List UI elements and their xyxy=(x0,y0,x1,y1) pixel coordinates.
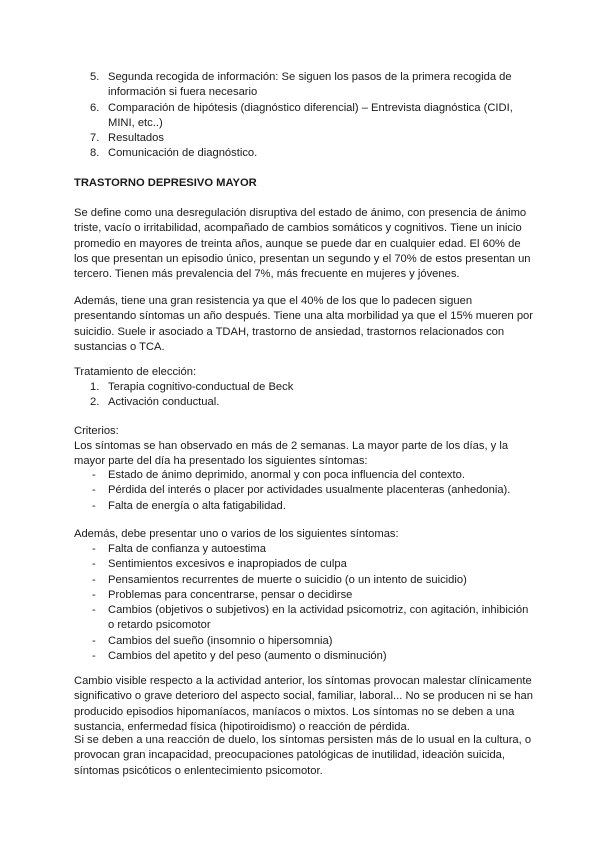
list-item: - Falta de energía o alta fatigabilidad. xyxy=(92,499,286,512)
extra-symptoms-list xyxy=(74,542,536,664)
list-item: 5. Segunda recogida de información: Se siguen los pasos de la primera recogida de información si fuera necesario xyxy=(90,71,512,99)
list-item: 7. Resultados xyxy=(90,132,164,145)
grief-paragraph: Si se deben a una reacción de duelo, los síntomas persisten más de lo usual en la cultura, o provocan gran incapacidad, preocupaciones patológicas de inutilidad, ideación suicida, síntomas psicóticos o enlentecimiento psicomotor. xyxy=(74,734,532,777)
treatment-list xyxy=(74,380,536,411)
resistance-paragraph: Además, tiene una gran resistencia ya que el 40% de los que lo padecen siguen presentando síntomas un año después. Tiene una alta morbilidad ya que el 15% mueren por suicidio. Suele ir asociado a TDAH, trastorno de ansiedad, trastornos relacionados con sustancias o TCA. xyxy=(74,295,533,353)
list-item: - Pensamientos recurrentes de muerte o suicidio (o un intento de suicidio) xyxy=(92,573,467,586)
clinical-paragraph: Cambio visible respecto a la actividad anterior, los síntomas provocan malestar clínicamente significativo o grave deterioro del aspecto social, familiar, laboral... No se producen ni se han producido episodios hipomaníacos, maníacos o mixtos. Los síntomas no se deben a una sustancia, enfermedad física (hipotiroidismo) o reacción de pérdida. xyxy=(74,675,533,733)
list-item: - Falta de confianza y autoestima xyxy=(92,543,266,555)
criteria-label: Criterios: xyxy=(74,425,119,437)
list-item: - Cambios del apetito y del peso (aumento o disminución) xyxy=(92,650,387,663)
list-item: - Cambios del sueño (insomnio o hipersomnia) xyxy=(92,634,333,647)
list-item: - Cambios (objetivos o subjetivos) en la actividad psicomotriz, con agitación, inhibición o retardo psicomotor xyxy=(92,604,529,632)
list-item: - Estado de ánimo deprimido, anormal y con poca influencia del contexto. xyxy=(92,469,465,481)
list-item: 8. Comunicación de diagnóstico. xyxy=(90,147,258,160)
extra-intro: Además, debe presentar uno o varios de los siguientes síntomas: xyxy=(74,528,399,540)
criteria-list xyxy=(74,468,536,514)
section-title: TRASTORNO DEPRESIVO MAYOR xyxy=(74,177,257,189)
list-item: 6. Comparación de hipótesis (diagnóstico diferencial) – Entrevista diagnóstica (CIDI, MINI, etc..) xyxy=(90,101,513,129)
procedure-list xyxy=(74,70,536,162)
treatment-label: Tratamiento de elección: xyxy=(74,366,197,378)
list-item: - Problemas para concentrarse, pensar o decidirse xyxy=(92,588,353,601)
list-item: - Pérdida del interés o placer por actividades usualmente placenteras (anhedonia). xyxy=(92,484,511,497)
definition-paragraph: Se define como una desregulación disruptiva del estado de ánimo, con presencia de ánimo triste, vacío o irritabilidad, acompañado de cambios somáticos y cognitivos. Tiene un inicio promedio en mayores de treinta años, aunque se puede dar en cualquier edad. El 60% de los que presentan un episodio único, presentan un segundo y el 70% de estos presentan un tercero. Tienen más prevalencia del 7%, más frecuente en mujeres y jóvenes. xyxy=(74,207,531,281)
list-item: - Sentimientos excesivos e inapropiados de culpa xyxy=(92,558,347,571)
criteria-intro: Los síntomas se han observado en más de 2 semanas. La mayor parte de los días, y la mayor parte del día ha presentado los siguientes síntomas: xyxy=(74,440,509,468)
list-item: 2. Activación conductual. xyxy=(90,396,220,409)
list-item: 1. Terapia cognitivo-conductual de Beck xyxy=(90,381,294,393)
